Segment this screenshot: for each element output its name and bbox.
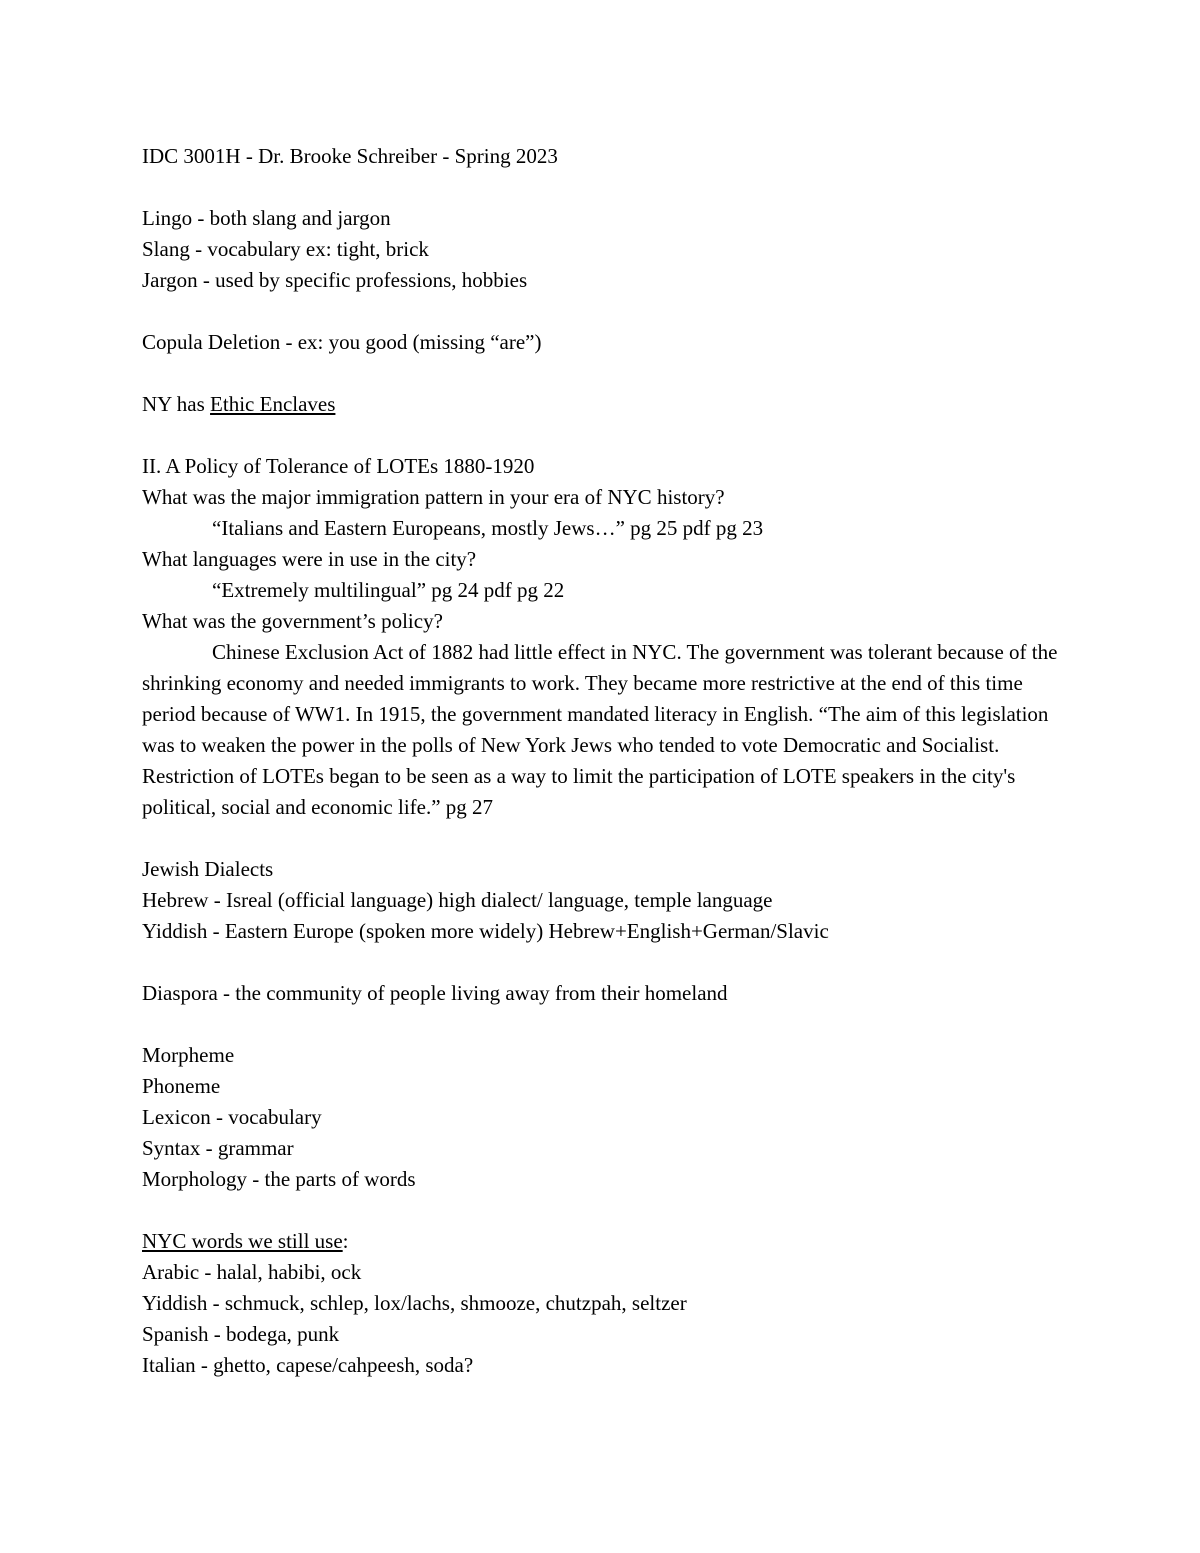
spacer: [142, 1195, 1072, 1226]
question-immigration: What was the major immigration pattern in your era of NYC history?: [142, 485, 725, 509]
spacer: [142, 172, 1072, 203]
lexicon-definition: Lexicon - vocabulary: [142, 1105, 322, 1129]
morphology-definition: Morphology - the parts of words: [142, 1167, 416, 1191]
spacer: [142, 420, 1072, 451]
lingo-definition: Lingo - both slang and jargon: [142, 206, 391, 230]
enclaves-note: [142, 389, 1072, 420]
answer-policy: Chinese Exclusion Act of 1882 had little effect in NYC. The government was tolerant because of the shrinking economy and needed immigrants to work. They became more restrictive at the end of this time period because of WW1. In 1915, the government mandated literacy in English. “The aim of this legislation was to weaken the power in the polls of New York Jews who tended to vote Democratic and Socialist. Restriction of LOTEs began to be seen as a way to limit the participation of LOTE speakers in the city's political, social and economic life.” pg 27: [142, 640, 1058, 819]
arabic-words: Arabic - halal, habibi, ock: [142, 1260, 362, 1284]
nyc-words-heading-text: NYC words we still use: [142, 1229, 343, 1253]
nyc-words-heading-colon: :: [342, 1229, 349, 1253]
nyc-words-heading: [142, 1226, 1072, 1257]
course-title: IDC 3001H - Dr. Brooke Schreiber - Spring 2023: [142, 144, 558, 168]
phoneme-term: Phoneme: [142, 1074, 221, 1098]
diaspora-definition: Diaspora - the community of people living away from their homeland: [142, 981, 728, 1005]
question-languages: What languages were in use in the city?: [142, 547, 477, 571]
spanish-words: Spanish - bodega, punk: [142, 1322, 340, 1346]
italian-words: Italian - ghetto, capese/cahpeesh, soda?: [142, 1353, 474, 1377]
spacer: [142, 823, 1072, 854]
copula-deletion-note: Copula Deletion - ex: you good (missing “are”): [142, 330, 542, 354]
yiddish-definition: Yiddish - Eastern Europe (spoken more widely) Hebrew+English+German/Slavic: [142, 919, 829, 943]
answer-immigration: “Italians and Eastern Europeans, mostly Jews…” pg 25 pdf pg 23: [212, 516, 764, 540]
syntax-definition: Syntax - grammar: [142, 1136, 294, 1160]
morpheme-term: Morpheme: [142, 1043, 235, 1067]
spacer: [142, 1009, 1072, 1040]
document-body: [142, 141, 1072, 1381]
enclaves-term: Ethic Enclaves: [210, 392, 336, 416]
spacer: [142, 296, 1072, 327]
hebrew-definition: Hebrew - Isreal (official language) high dialect/ language, temple language: [142, 888, 773, 912]
slang-definition: Slang - vocabulary ex: tight, brick: [142, 237, 429, 261]
spacer: [142, 358, 1072, 389]
policy-heading: II. A Policy of Tolerance of LOTEs 1880-1920: [142, 454, 535, 478]
jewish-dialects-heading: Jewish Dialects: [142, 857, 274, 881]
jargon-definition: Jargon - used by specific professions, hobbies: [142, 268, 528, 292]
spacer: [142, 947, 1072, 978]
question-policy: What was the government’s policy?: [142, 609, 443, 633]
yiddish-words: Yiddish - schmuck, schlep, lox/lachs, shmooze, chutzpah, seltzer: [142, 1291, 687, 1315]
answer-languages: “Extremely multilingual” pg 24 pdf pg 22: [212, 578, 565, 602]
enclaves-prefix: NY has: [142, 392, 211, 416]
